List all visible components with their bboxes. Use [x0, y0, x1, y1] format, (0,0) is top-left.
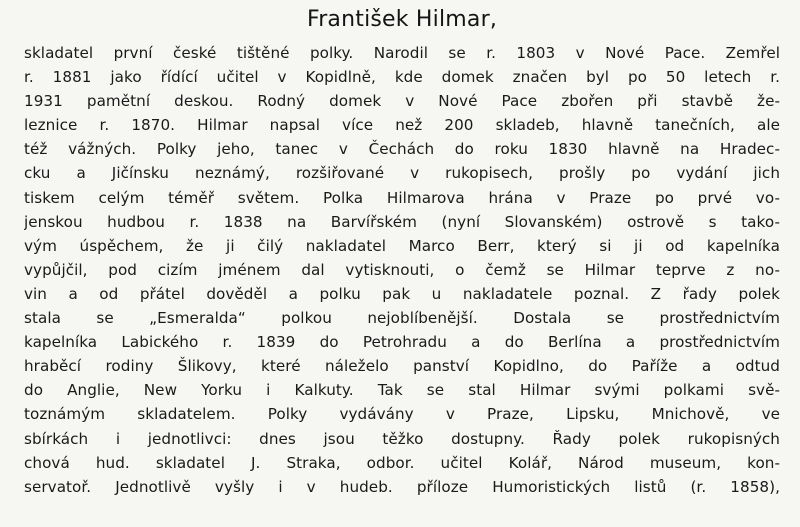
text-line: tiskem celým téměř světem. Polka Hilmarova hrána v Praze po prvé vo- — [24, 188, 780, 207]
text-line: skladatel první české tištěné polky. Narodil se r. 1803 v Nové Pace. Zemřel — [24, 44, 780, 62]
text-line: do Anglie, New Yorku i Kalkuty. Tak se stal Hilmar svými polkami svě- — [24, 381, 780, 400]
text-line: sbírkách i jednotlivci: dnes jsou těžko dostupny. Řady polek rukopisných — [24, 429, 780, 448]
text-line: vin a od přátel dověděl a polku pak u nakladatele poznal. Z řady polek — [24, 284, 780, 303]
text-line: leznice r. 1870. Hilmar napsal více než 200 skladeb, hlavně tanečních, ale — [24, 116, 780, 135]
text-line: jenskou hudbou r. 1838 na Barvířském (nyní Slovanském) ostrově s tako- — [24, 212, 780, 231]
text-line: hraběcí rodiny Šlikovy, které náleželo panství Kopidlno, do Paříže a odtud — [24, 357, 780, 376]
text-line: vým úspěchem, že ji čilý nakladatel Marco Berr, který si ji od kapelníka — [24, 236, 780, 255]
page-title: František Hilmar, — [306, 7, 498, 32]
body-text — [24, 41, 780, 499]
text-line: cku a Jičínsku neznámý, rozšiřované v rukopisech, prošly po vydání jich — [24, 164, 780, 183]
text-line: vypůjčil, pod cizím jménem dal vytisknouti, o čemž se Hilmar teprve z no- — [24, 260, 780, 279]
text-line: servatoř. Jednotlivě vyšly i v hudeb. příloze Humoristických listů (r. 1858), — [24, 477, 780, 496]
text-line: toznámým skladatelem. Polky vydávány v Praze, Lipsku, Mnichově, ve — [24, 405, 780, 424]
text-line: stala se „Esmeralda“ polkou nejoblíbenější. Dostala se prostřednictvím — [24, 309, 780, 328]
text-line: též vážných. Polky jeho, tanec v Čechách do roku 1830 hlavně na Hradec- — [24, 140, 780, 159]
text-line: r. 1881 jako řídící učitel v Kopidlně, kde domek značen byl po 50 letech r. — [24, 68, 780, 87]
text-line: 1931 pamětní deskou. Rodný domek v Nové Pace zbořen při stavbě že- — [24, 92, 780, 111]
text-line: kapelníka Labického r. 1839 do Petrohradu a do Berlína a prostřednictvím — [24, 333, 780, 352]
text-line: chová hud. skladatel J. Straka, odbor. učitel Kolář, Národ museum, kon- — [24, 453, 780, 472]
